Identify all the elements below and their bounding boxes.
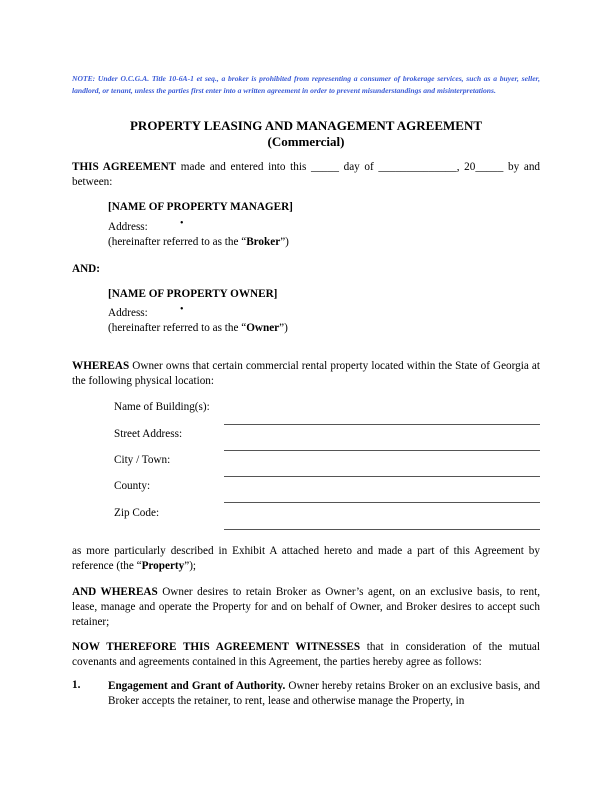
field-zip-line[interactable]	[224, 529, 540, 530]
whereas-lead: WHEREAS	[72, 360, 130, 372]
legal-note: NOTE: Under O.C.G.A. Title 10-6A-1 et seq., a broker is prohibited from representing a consumer of brokerage services, such as a buyer, seller, landlord, or tenant, unless the parties first enter into a written agreement in order to prevent misunderstandings and misinterpretations.	[72, 74, 540, 95]
manager-reference	[108, 235, 289, 249]
and-whereas-paragraph	[72, 585, 540, 630]
title-line-1: PROPERTY LEASING AND MANAGEMENT AGREEMENT	[129, 118, 483, 133]
owner-reference	[108, 321, 288, 335]
exhibit-term: Property	[141, 560, 185, 572]
section-1-paragraph	[108, 679, 540, 709]
field-city-label: City / Town:	[114, 454, 171, 466]
now-therefore-lead: NOW THEREFORE THIS AGREEMENT WITNESSES	[72, 641, 361, 653]
and-whereas-lead: AND WHEREAS	[72, 586, 158, 598]
field-street-label: Street Address:	[114, 428, 183, 440]
section-1-number: 1.	[72, 679, 81, 691]
intro-lead: THIS AGREEMENT	[72, 161, 177, 173]
manager-address-label: Address:	[108, 221, 148, 233]
section-1-heading: Engagement and Grant of Authority.	[108, 680, 286, 692]
manager-ref-pre: (hereinafter referred to as the “	[108, 236, 247, 248]
manager-ref-post: ”)	[280, 236, 289, 248]
and-label: AND:	[72, 263, 100, 275]
manager-address-bullet: •	[180, 218, 184, 229]
section-1-text: Owner hereby retains Broker on an exclusive basis, and Broker accepts the retainer, to rent, lease and otherwise manage the Property, in	[108, 680, 540, 707]
field-building-line[interactable]	[224, 424, 540, 425]
field-county-label: County:	[114, 480, 151, 492]
intro-text: made and entered into this _____ day of ______________, 20_____ by and between:	[72, 161, 541, 188]
owner-name: [NAME OF PROPERTY OWNER]	[108, 288, 278, 300]
agreement-title	[72, 118, 540, 150]
field-building-label: Name of Building(s):	[114, 401, 210, 413]
exhibit-pre: as more particularly described in Exhibit A attached hereto and made a part of this Agreement by reference (the “	[72, 545, 540, 572]
now-therefore-text: that in consideration of the mutual covenants and agreements contained in this Agreement, the parties hereby agree as follows:	[72, 641, 541, 668]
owner-ref-post: ”)	[279, 322, 288, 334]
title-line-2: (Commercial)	[267, 134, 345, 149]
and-whereas-text: Owner desires to retain Broker as Owner’s agent, on an exclusive basis, to rent, lease, manage and operate the Property for and on behalf of Owner, and Broker desires to accept such retainer;	[72, 586, 540, 628]
field-zip-label: Zip Code:	[114, 507, 160, 519]
field-street-line[interactable]	[224, 450, 540, 451]
intro-paragraph	[72, 160, 540, 190]
owner-ref-pre: (hereinafter referred to as the “	[108, 322, 247, 334]
owner-address-bullet: •	[180, 304, 184, 315]
owner-ref-term: Owner	[246, 322, 280, 334]
field-city-line[interactable]	[224, 476, 540, 477]
field-county-line[interactable]	[224, 502, 540, 503]
manager-ref-term: Broker	[246, 236, 281, 248]
exhibit-post: ”);	[184, 560, 197, 572]
whereas-text: Owner owns that certain commercial rental property located within the State of Georgia at the following physical location:	[72, 360, 540, 387]
owner-address-label: Address:	[108, 307, 148, 319]
manager-name: [NAME OF PROPERTY MANAGER]	[108, 201, 293, 213]
now-therefore-paragraph	[72, 640, 540, 670]
exhibit-paragraph	[72, 544, 540, 574]
whereas-paragraph	[72, 359, 540, 389]
